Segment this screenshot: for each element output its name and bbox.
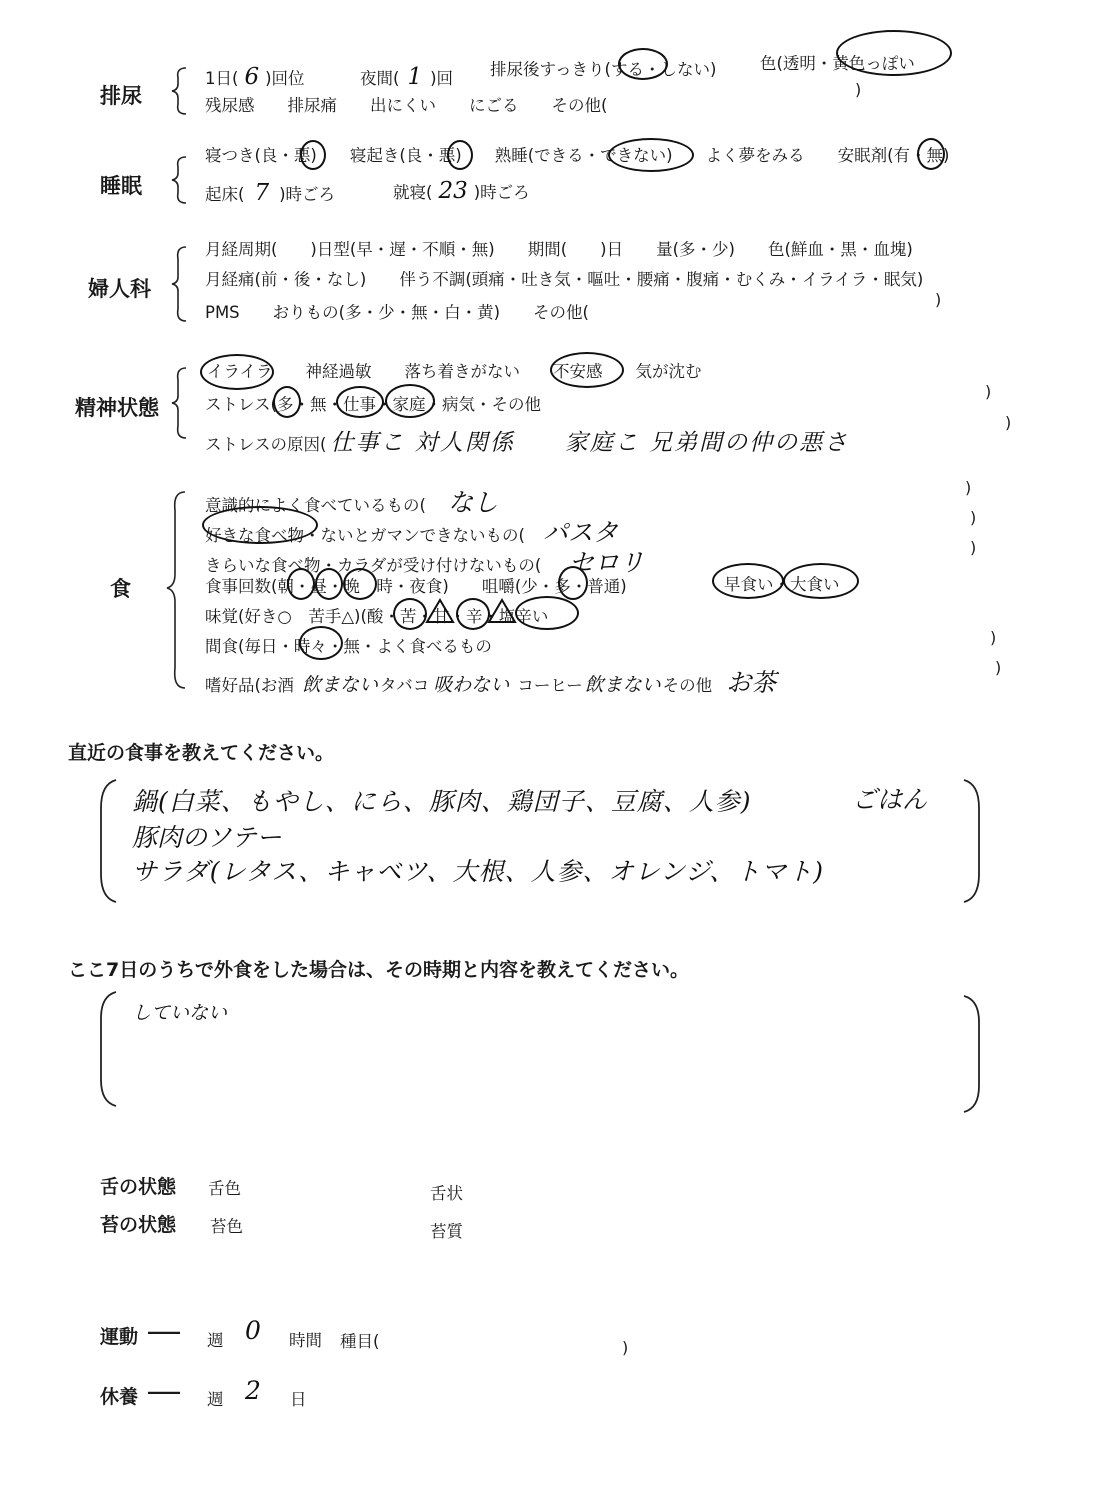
circle-breakfast	[287, 568, 315, 600]
circle-sleep-bad	[300, 140, 326, 170]
mental-close2: )	[1005, 413, 1012, 432]
food-tobacco: 吸わない	[433, 674, 510, 696]
food-line1: 意識的によく食べているもの( なし	[205, 488, 498, 517]
gyn-close: )	[935, 290, 942, 309]
circle-dinner	[343, 568, 377, 600]
mental-close1: )	[985, 382, 992, 401]
circle-chew-little	[558, 566, 588, 600]
recent-meal-right-bracket	[960, 778, 982, 904]
urination-symptoms: 残尿感 排尿痛 出にくい にごる その他(	[205, 96, 608, 115]
circle-fast-eater	[712, 563, 784, 599]
circle-suru	[618, 48, 668, 80]
recent-meal-line2: 豚肉のソテー	[132, 823, 282, 852]
circle-stress-work	[336, 386, 384, 418]
tongue-shape-label: 舌状	[430, 1184, 463, 1203]
exercise-hours: 時間	[289, 1331, 322, 1350]
circle-sour	[393, 598, 427, 630]
urination-after: 排尿後すっきり(する・しない)	[490, 60, 717, 79]
eating-out-left-bracket	[98, 990, 120, 1108]
eating-out-answer: していない	[132, 1002, 228, 1024]
circle-anxiety	[550, 352, 624, 388]
mental-stress-cause: 仕事こ 対人関係 家庭こ 兄弟間の仲の悪さ	[330, 430, 850, 456]
gyn-line2: 月経痛(前・後・なし) 伴う不調(頭痛・吐き気・嘔吐・腰痛・腹痛・むくみ・イライラ・眠気)	[205, 270, 924, 289]
urination-close: )	[855, 80, 862, 99]
circle-sometimes	[299, 626, 343, 660]
coating-quality-label: 苔質	[430, 1222, 463, 1241]
sleep-label: 睡眠	[100, 174, 142, 198]
urination-brace	[170, 66, 190, 116]
food-other: お茶	[726, 668, 777, 697]
recent-meal-rice: ごはん	[852, 785, 928, 814]
food-line7: 嗜好品(お酒 飲まない タバコ 吸わない コーヒー 飲まない その他 お茶	[205, 668, 777, 697]
food-line4-extra: 早食い・大食い	[724, 575, 840, 594]
recent-meal-left-bracket	[98, 778, 120, 904]
exercise-dash: ——	[147, 1322, 179, 1343]
circle-big-eater	[783, 563, 859, 599]
food-close3: )	[970, 538, 977, 557]
circle-pill-yes	[917, 138, 945, 170]
eating-out-right-bracket	[960, 994, 982, 1114]
mental-line1: イライラ 神経過敏 落ち着きがない 不安感 気が沈む	[207, 362, 702, 381]
coating-color-label: 苔色	[210, 1217, 243, 1236]
food-line5: 味覚(好き○ 苦手△)(酸・苦・甘・辛・塩辛い	[205, 607, 549, 626]
food-close1: )	[965, 478, 972, 497]
food-brace	[165, 490, 189, 690]
tongue-color-label: 舌色	[208, 1179, 241, 1198]
circle-cannot-sleep	[608, 138, 694, 172]
circle-favorite-food	[202, 506, 318, 544]
circle-salty	[515, 596, 579, 630]
coating-label: 苔の状態	[100, 1214, 177, 1236]
sleep-bed: 就寝( 23 )時ごろ	[393, 178, 530, 204]
gyn-brace	[170, 245, 190, 323]
food-line4: 食事回数(朝・昼・晩 時・夜食) 咀嚼(少・多・普通)	[205, 577, 627, 596]
exercise-type: 種目(	[340, 1332, 380, 1351]
recent-meal-question: 直近の食事を教えてください。	[68, 742, 335, 764]
rest-dash: ——	[147, 1382, 179, 1403]
gyn-label: 婦人科	[88, 277, 151, 301]
recent-meal-line3: サラダ(レタス、キャベツ、大根、人参、オレンジ、トマト)	[132, 857, 825, 886]
sleep-line1: 寝つき(良・悪) 寝起き(良・悪) 熟睡(できる・できない) よく夢をみる 安眠剤(有・無)	[205, 146, 950, 165]
food-coffee: 飲まない	[584, 674, 661, 696]
food-line2-value: パスタ	[542, 518, 618, 547]
exercise-week: 週	[207, 1331, 224, 1350]
urination-night: 夜間( 1 )回	[360, 64, 454, 90]
circle-yellowish	[836, 30, 952, 76]
food-line3: きらいな食べ物・カラダが受け付けないもの( セロリ	[205, 548, 645, 577]
sleep-wake-value: 7	[254, 180, 270, 206]
food-line1-value: なし	[447, 488, 498, 517]
eating-out-question: ここ7日のうちで外食をした場合は、その時期と内容を教えてください。	[68, 959, 690, 981]
circle-stress-high	[273, 386, 301, 418]
exercise-label: 運動	[100, 1326, 139, 1348]
exercise-value: 0	[245, 1316, 261, 1345]
urination-label: 排尿	[100, 84, 142, 108]
food-label: 食	[110, 577, 131, 601]
sleep-brace	[170, 155, 190, 205]
urination-times-value: 6	[244, 64, 260, 90]
recent-meal-line1: 鍋(白菜、もやし、にら、豚肉、鶏団子、豆腐、人参)	[132, 787, 752, 816]
triangle-bitter	[425, 598, 455, 624]
food-close6: )	[990, 628, 997, 647]
sleep-bed-value: 23	[438, 178, 468, 204]
rest-label: 休養	[100, 1386, 139, 1408]
gyn-line1: 月経周期( )日型(早・遅・不順・無) 期間( )日 量(多・少) 色(鮮血・黒・血塊)	[205, 240, 913, 259]
food-alcohol: 飲まない	[301, 674, 378, 696]
circle-lunch	[315, 568, 343, 600]
food-close7: )	[995, 658, 1002, 677]
rest-value: 2	[245, 1376, 261, 1405]
mental-label: 精神状態	[75, 396, 159, 420]
food-close2: )	[970, 508, 977, 527]
exercise-close: )	[622, 1338, 629, 1357]
tongue-label: 舌の状態	[100, 1176, 177, 1198]
circle-stress-home	[385, 384, 435, 418]
circle-irritated	[200, 354, 274, 390]
urination-times: 1日( 6 )回位	[205, 64, 305, 90]
sleep-wake: 起床( 7 )時ごろ	[205, 180, 336, 206]
food-line2: 好きな食べ物・ないとガマンできないもの( パスタ	[205, 518, 618, 547]
rest-days: 日	[290, 1390, 307, 1409]
mental-line2: ストレス(多・無・仕事・家庭・病気・その他	[205, 395, 541, 414]
circle-wake-bad	[447, 140, 473, 170]
circle-sweet	[456, 598, 490, 630]
rest-week: 週	[207, 1390, 224, 1409]
urination-color: 色(透明・黄色っぽい	[760, 54, 915, 73]
gyn-line3: PMS おりもの(多・少・無・白・黄) その他(	[205, 303, 589, 322]
food-line6: 間食(毎日・時々・無・よく食べるもの	[205, 637, 492, 656]
mental-line3: ストレスの原因( 仕事こ 対人関係 家庭こ 兄弟間の仲の悪さ	[205, 430, 850, 456]
food-line3-value: セロリ	[569, 548, 645, 577]
mental-brace	[170, 366, 190, 440]
urination-night-value: 1	[407, 64, 423, 90]
triangle-spicy	[487, 598, 517, 624]
